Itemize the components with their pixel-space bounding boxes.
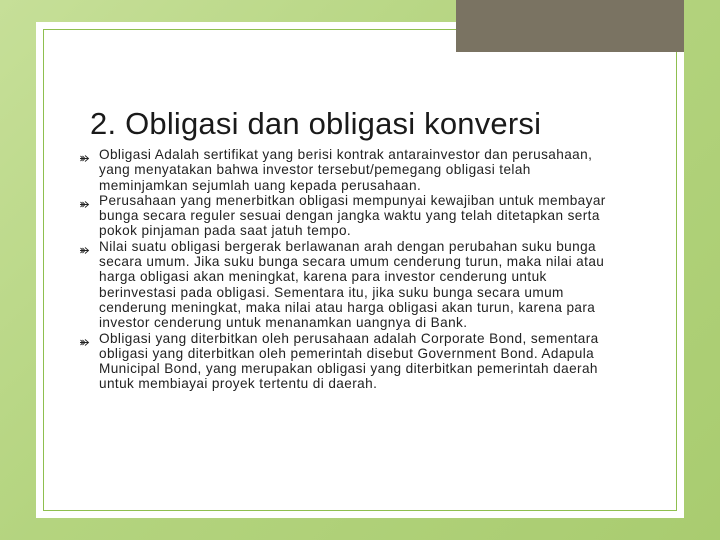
feather-arrow-bullet-icon [80, 243, 91, 252]
bullet-item [80, 147, 616, 193]
slide-title: 2. Obligasi dan obligasi konversi [90, 106, 542, 141]
feather-arrow-bullet-icon [80, 335, 91, 344]
bullet-text: Perusahaan yang menerbitkan obligasi mempunyai kewajiban untuk membayar bunga secara reguler sesuai dengan jangka waktu yang telah ditetapkan serta pokok pinjaman pada saat jatuh tempo. [99, 192, 606, 239]
bullet-text: Nilai suatu obligasi bergerak berlawanan arah dengan perubahan suku bunga secara umum. Jika suku bunga secara umum cenderung turun, maka nilai atau harga obligasi akan meningkat, karena para investor cenderung untuk berinvestasi pada obligasi. Sementara itu, jika suku bunga secara umum cenderung meningkat, maka nilai atau harga obligasi akan turun, karena para investor cenderung untuk menanamkan uangnya di Bank. [99, 238, 605, 331]
bullet-item [80, 239, 616, 331]
corner-tab-decoration [456, 0, 684, 52]
bullet-item [80, 331, 616, 392]
bullet-item [80, 193, 616, 239]
bullet-text: Obligasi Adalah sertifikat yang berisi kontrak antarainvestor dan perusahaan, yang menyatakan bahwa investor tersebut/pemegang obligasi telah meminjamkan sejumlah uang kepada perusahaan. [99, 147, 593, 193]
feather-arrow-bullet-icon [80, 197, 91, 206]
bullet-list [80, 147, 616, 392]
feather-arrow-bullet-icon [80, 151, 91, 160]
bullet-text: Obligasi yang diterbitkan oleh perusahaan adalah Corporate Bond, sementara obligasi yang diterbitkan oleh pemerintah disebut Government Bond. Adapula Municipal Bond, yang merupakan obligasi yang diterbitkan pemerintah daerah untuk membiayai proyek tertentu di daerah. [99, 330, 599, 392]
